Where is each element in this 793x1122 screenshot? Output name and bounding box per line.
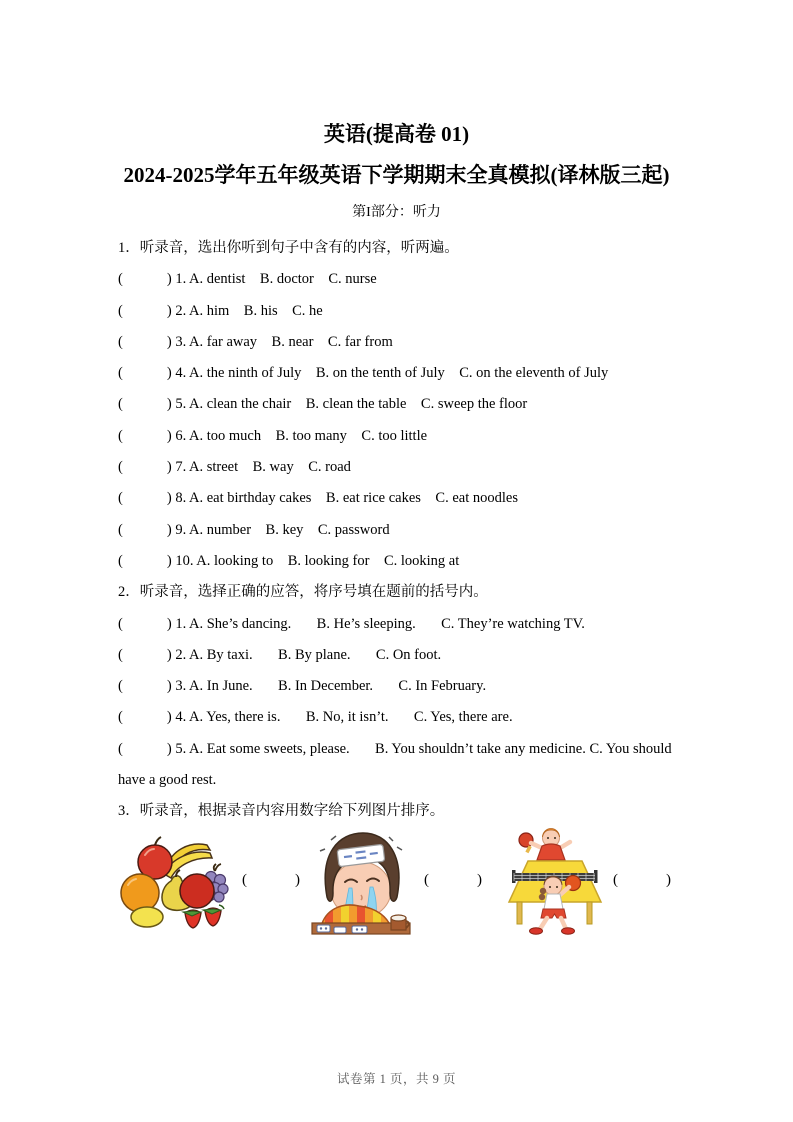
table-tennis-image	[502, 825, 607, 937]
section1-question-10	[118, 546, 684, 577]
section1-question-6	[118, 421, 684, 452]
section2-question-5	[118, 734, 684, 797]
question-options: 3. A. far away B. near C. far from	[171, 333, 393, 350]
answer-blank: ( )	[118, 490, 172, 507]
crying-child-image	[311, 827, 411, 935]
section2-question-1	[118, 609, 684, 640]
answer-blank: ( )	[118, 552, 172, 569]
answer-blank: ( )	[118, 427, 172, 444]
question-options: 5. A. Eat some sweets, please. B. You shouldn’t take any medicine. C. You should have a good rest.	[118, 740, 676, 789]
question-options: 2. A. him B. his C. he	[171, 302, 323, 319]
fruits-image	[118, 833, 230, 929]
question-options: 2. A. By taxi. B. By plane. C. On foot.	[171, 646, 442, 663]
section-2	[118, 577, 684, 796]
section-1-heading: 1．听录音，选出你听到句子中含有的内容，听两遍。	[118, 240, 459, 256]
answer-blank: ( )	[118, 521, 172, 538]
page-subtitle: 2024-2025学年五年级英语下学期期末全真模拟(译林版三起)	[123, 163, 670, 187]
question-options: 4. A. the ninth of July B. on the tenth of July C. on the eleventh of July	[171, 365, 609, 382]
question-options: 7. A. street B. way C. road	[171, 459, 351, 476]
answer-blank: ( )	[118, 271, 172, 288]
answer-blank: ( )	[118, 678, 172, 695]
question-options: 10. A. looking to B. looking for C. looking at	[171, 552, 460, 569]
section-2-items	[118, 609, 684, 797]
answer-blank: ( )	[118, 365, 172, 382]
section1-question-8	[118, 483, 684, 514]
section-1	[118, 233, 684, 577]
section2-question-3	[118, 671, 684, 702]
section-1-items	[118, 264, 684, 577]
question-options: 3. A. In June. B. In December. C. In February.	[171, 678, 487, 695]
part-label: 第I部分：听力	[352, 205, 441, 220]
page-footer: 试卷第 1 页，共 9 页	[336, 1072, 456, 1086]
section1-question-1	[118, 264, 684, 295]
image-answer-blank-2: ( )	[424, 872, 482, 889]
section1-question-9	[118, 515, 684, 546]
section1-question-4	[118, 358, 684, 389]
answer-blank: ( )	[118, 709, 172, 726]
question-options: 1. A. She’s dancing. B. He’s sleeping. C. They’re watching TV.	[171, 615, 585, 632]
section2-question-2	[118, 640, 684, 671]
answer-blank: ( )	[118, 740, 172, 757]
answer-blank: ( )	[118, 396, 172, 413]
section1-question-3	[118, 327, 684, 358]
page-title: 英语(提高卷 01)	[323, 122, 470, 146]
question-options: 1. A. dentist B. doctor C. nurse	[171, 271, 377, 288]
answer-blank: ( )	[118, 646, 172, 663]
question-options: 5. A. clean the chair B. clean the table C. sweep the floor	[171, 396, 528, 413]
question-options: 6. A. too much B. too many C. too little	[171, 427, 428, 444]
section1-question-7	[118, 452, 684, 483]
question-options: 8. A. eat birthday cakes B. eat rice cakes C. eat noodles	[171, 490, 518, 507]
section-3-heading: 3．听录音，根据录音内容用数字给下列图片排序。	[118, 803, 445, 820]
question-options: 4. A. Yes, there is. B. No, it isn’t. C. Yes, there are.	[171, 709, 513, 726]
content	[118, 233, 684, 940]
image-answer-blank-1: ( )	[242, 872, 300, 889]
answer-blank: ( )	[118, 615, 172, 632]
picture-ordering-row	[118, 822, 684, 940]
section1-question-2	[118, 296, 684, 327]
image-answer-blank-3: ( )	[613, 872, 671, 889]
section-3	[118, 796, 684, 939]
section2-question-4	[118, 702, 684, 733]
answer-blank: ( )	[118, 302, 172, 319]
question-options: 9. A. number B. key C. password	[171, 521, 390, 538]
section-2-heading: 2．听录音，选择正确的应答，将序号填在题前的括号内。	[118, 584, 488, 601]
answer-blank: ( )	[118, 459, 172, 476]
answer-blank: ( )	[118, 333, 172, 350]
section1-question-5	[118, 389, 684, 420]
